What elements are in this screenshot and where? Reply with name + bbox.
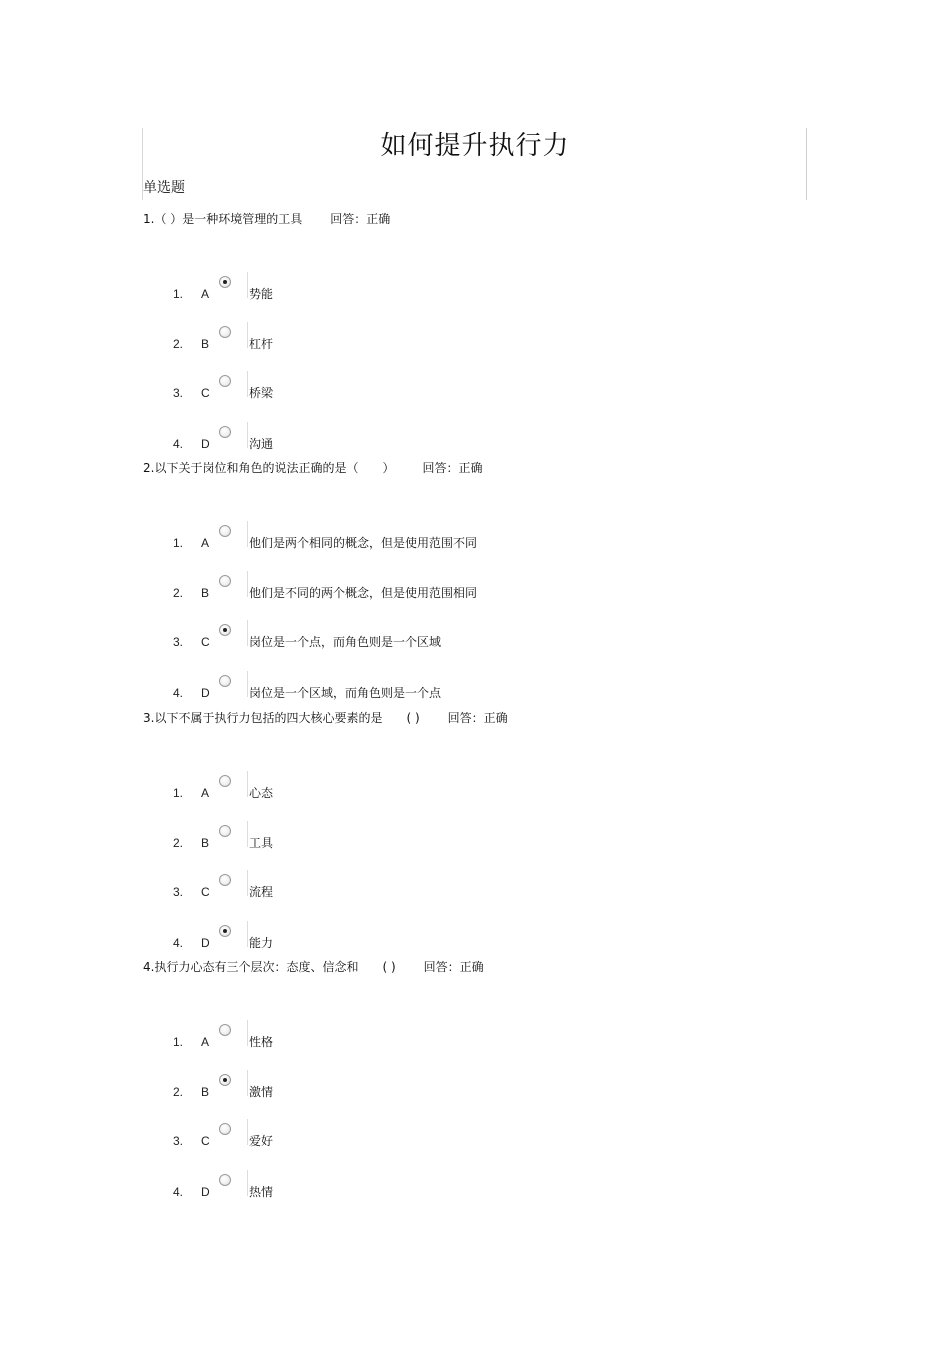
option-text: 他们是不同的两个概念，但是使用范围相同 — [249, 586, 478, 600]
option-b[interactable] — [143, 575, 743, 601]
option-divider — [247, 322, 248, 348]
option-letter: C — [201, 635, 210, 649]
option-d[interactable] — [143, 426, 743, 452]
option-number: 3. — [173, 635, 184, 649]
option-number: 3. — [173, 885, 184, 899]
option-letter: D — [201, 936, 210, 950]
option-divider — [247, 571, 248, 597]
option-letter: B — [201, 1085, 210, 1099]
option-b[interactable] — [143, 326, 743, 352]
radio-dot-icon — [223, 929, 227, 933]
radio-dot-icon — [223, 628, 227, 632]
option-divider — [247, 1070, 248, 1096]
option-text: 桥梁 — [249, 386, 274, 400]
option-letter: A — [201, 786, 210, 800]
option-a[interactable] — [143, 525, 743, 551]
option-letter: C — [201, 885, 210, 899]
option-divider — [247, 671, 248, 697]
option-letter: D — [201, 1185, 210, 1199]
option-number: 4. — [173, 1185, 184, 1199]
option-b[interactable] — [143, 1074, 743, 1100]
option-text: 沟通 — [249, 437, 274, 451]
radio-button[interactable] — [219, 1024, 231, 1036]
radio-button[interactable] — [219, 1174, 231, 1186]
radio-button[interactable] — [219, 276, 231, 288]
radio-dot-icon — [223, 1078, 227, 1082]
option-number: 1. — [173, 536, 184, 550]
option-number: 1. — [173, 786, 184, 800]
option-divider — [247, 620, 248, 646]
option-d[interactable] — [143, 1174, 743, 1200]
question-text: 4.执行力心态有三个层次：态度、信念和 ( ) — [143, 960, 396, 974]
question-text-line — [143, 210, 390, 228]
radio-button[interactable] — [219, 675, 231, 687]
option-letter: D — [201, 437, 210, 451]
option-c[interactable] — [143, 375, 743, 401]
option-divider — [247, 272, 248, 298]
option-letter: A — [201, 1035, 210, 1049]
option-text: 他们是两个相同的概念，但是使用范围不同 — [249, 536, 478, 550]
question-2 — [143, 459, 803, 699]
option-d[interactable] — [143, 675, 743, 701]
question-4 — [143, 958, 803, 1198]
option-divider — [247, 771, 248, 797]
option-c[interactable] — [143, 624, 743, 650]
answer-status: 回答：正确 — [423, 960, 484, 974]
option-number: 4. — [173, 437, 184, 451]
radio-button[interactable] — [219, 326, 231, 338]
option-divider — [247, 521, 248, 547]
option-a[interactable] — [143, 775, 743, 801]
option-number: 2. — [173, 836, 184, 850]
option-number: 3. — [173, 386, 184, 400]
option-letter: C — [201, 1134, 210, 1148]
option-divider — [247, 1119, 248, 1145]
question-text-line — [143, 958, 484, 976]
radio-button[interactable] — [219, 624, 231, 636]
question-3 — [143, 709, 803, 949]
option-c[interactable] — [143, 874, 743, 900]
option-divider — [247, 921, 248, 947]
option-number: 2. — [173, 586, 184, 600]
radio-button[interactable] — [219, 375, 231, 387]
option-divider — [247, 1020, 248, 1046]
page-title: 如何提升执行力 — [380, 131, 570, 161]
option-letter: B — [201, 586, 210, 600]
question-text: 2.以下关于岗位和角色的说法正确的是（ ） — [143, 461, 395, 475]
question-1 — [143, 210, 803, 450]
option-number: 1. — [173, 1035, 184, 1049]
option-number: 2. — [173, 1085, 184, 1099]
option-d[interactable] — [143, 925, 743, 951]
radio-button[interactable] — [219, 1123, 231, 1135]
option-letter: C — [201, 386, 210, 400]
option-number: 2. — [173, 337, 184, 351]
answer-status: 回答：正确 — [330, 212, 391, 226]
option-number: 1. — [173, 287, 184, 301]
radio-button[interactable] — [219, 575, 231, 587]
radio-button[interactable] — [219, 874, 231, 886]
option-divider — [247, 422, 248, 448]
option-text: 热情 — [249, 1185, 274, 1199]
option-text: 能力 — [249, 936, 274, 950]
option-text: 岗位是一个点，而角色则是一个区域 — [249, 635, 442, 649]
question-text: 3.以下不属于执行力包括的四大核心要素的是 ( ) — [143, 711, 420, 725]
option-number: 4. — [173, 936, 184, 950]
option-letter: B — [201, 337, 210, 351]
option-text: 工具 — [249, 836, 274, 850]
section-label: 单选题 — [143, 180, 185, 196]
radio-button[interactable] — [219, 825, 231, 837]
radio-button[interactable] — [219, 925, 231, 937]
option-text: 激情 — [249, 1085, 274, 1099]
question-text-line — [143, 459, 482, 477]
option-number: 3. — [173, 1134, 184, 1148]
option-divider — [247, 371, 248, 397]
option-text: 杠杆 — [249, 337, 274, 351]
option-number: 4. — [173, 686, 184, 700]
radio-dot-icon — [223, 280, 227, 284]
question-text: 1.（ ）是一种环境管理的工具 — [143, 212, 303, 226]
option-b[interactable] — [143, 825, 743, 851]
radio-button[interactable] — [219, 525, 231, 537]
radio-button[interactable] — [219, 775, 231, 787]
option-divider — [247, 1170, 248, 1196]
option-text: 岗位是一个区域，而角色则是一个点 — [249, 686, 442, 700]
option-text: 势能 — [249, 287, 274, 301]
option-a[interactable] — [143, 1024, 743, 1050]
option-divider — [247, 870, 248, 896]
answer-status: 回答：正确 — [447, 711, 508, 725]
option-text: 流程 — [249, 885, 274, 899]
option-text: 性格 — [249, 1035, 274, 1049]
option-letter: D — [201, 686, 210, 700]
option-text: 爱好 — [249, 1134, 274, 1148]
radio-button[interactable] — [219, 426, 231, 438]
option-letter: A — [201, 536, 210, 550]
option-a[interactable] — [143, 276, 743, 302]
option-divider — [247, 821, 248, 847]
option-letter: B — [201, 836, 210, 850]
option-c[interactable] — [143, 1123, 743, 1149]
option-text: 心态 — [249, 786, 274, 800]
radio-button[interactable] — [219, 1074, 231, 1086]
option-letter: A — [201, 287, 210, 301]
question-text-line — [143, 709, 508, 727]
answer-status: 回答：正确 — [422, 461, 483, 475]
